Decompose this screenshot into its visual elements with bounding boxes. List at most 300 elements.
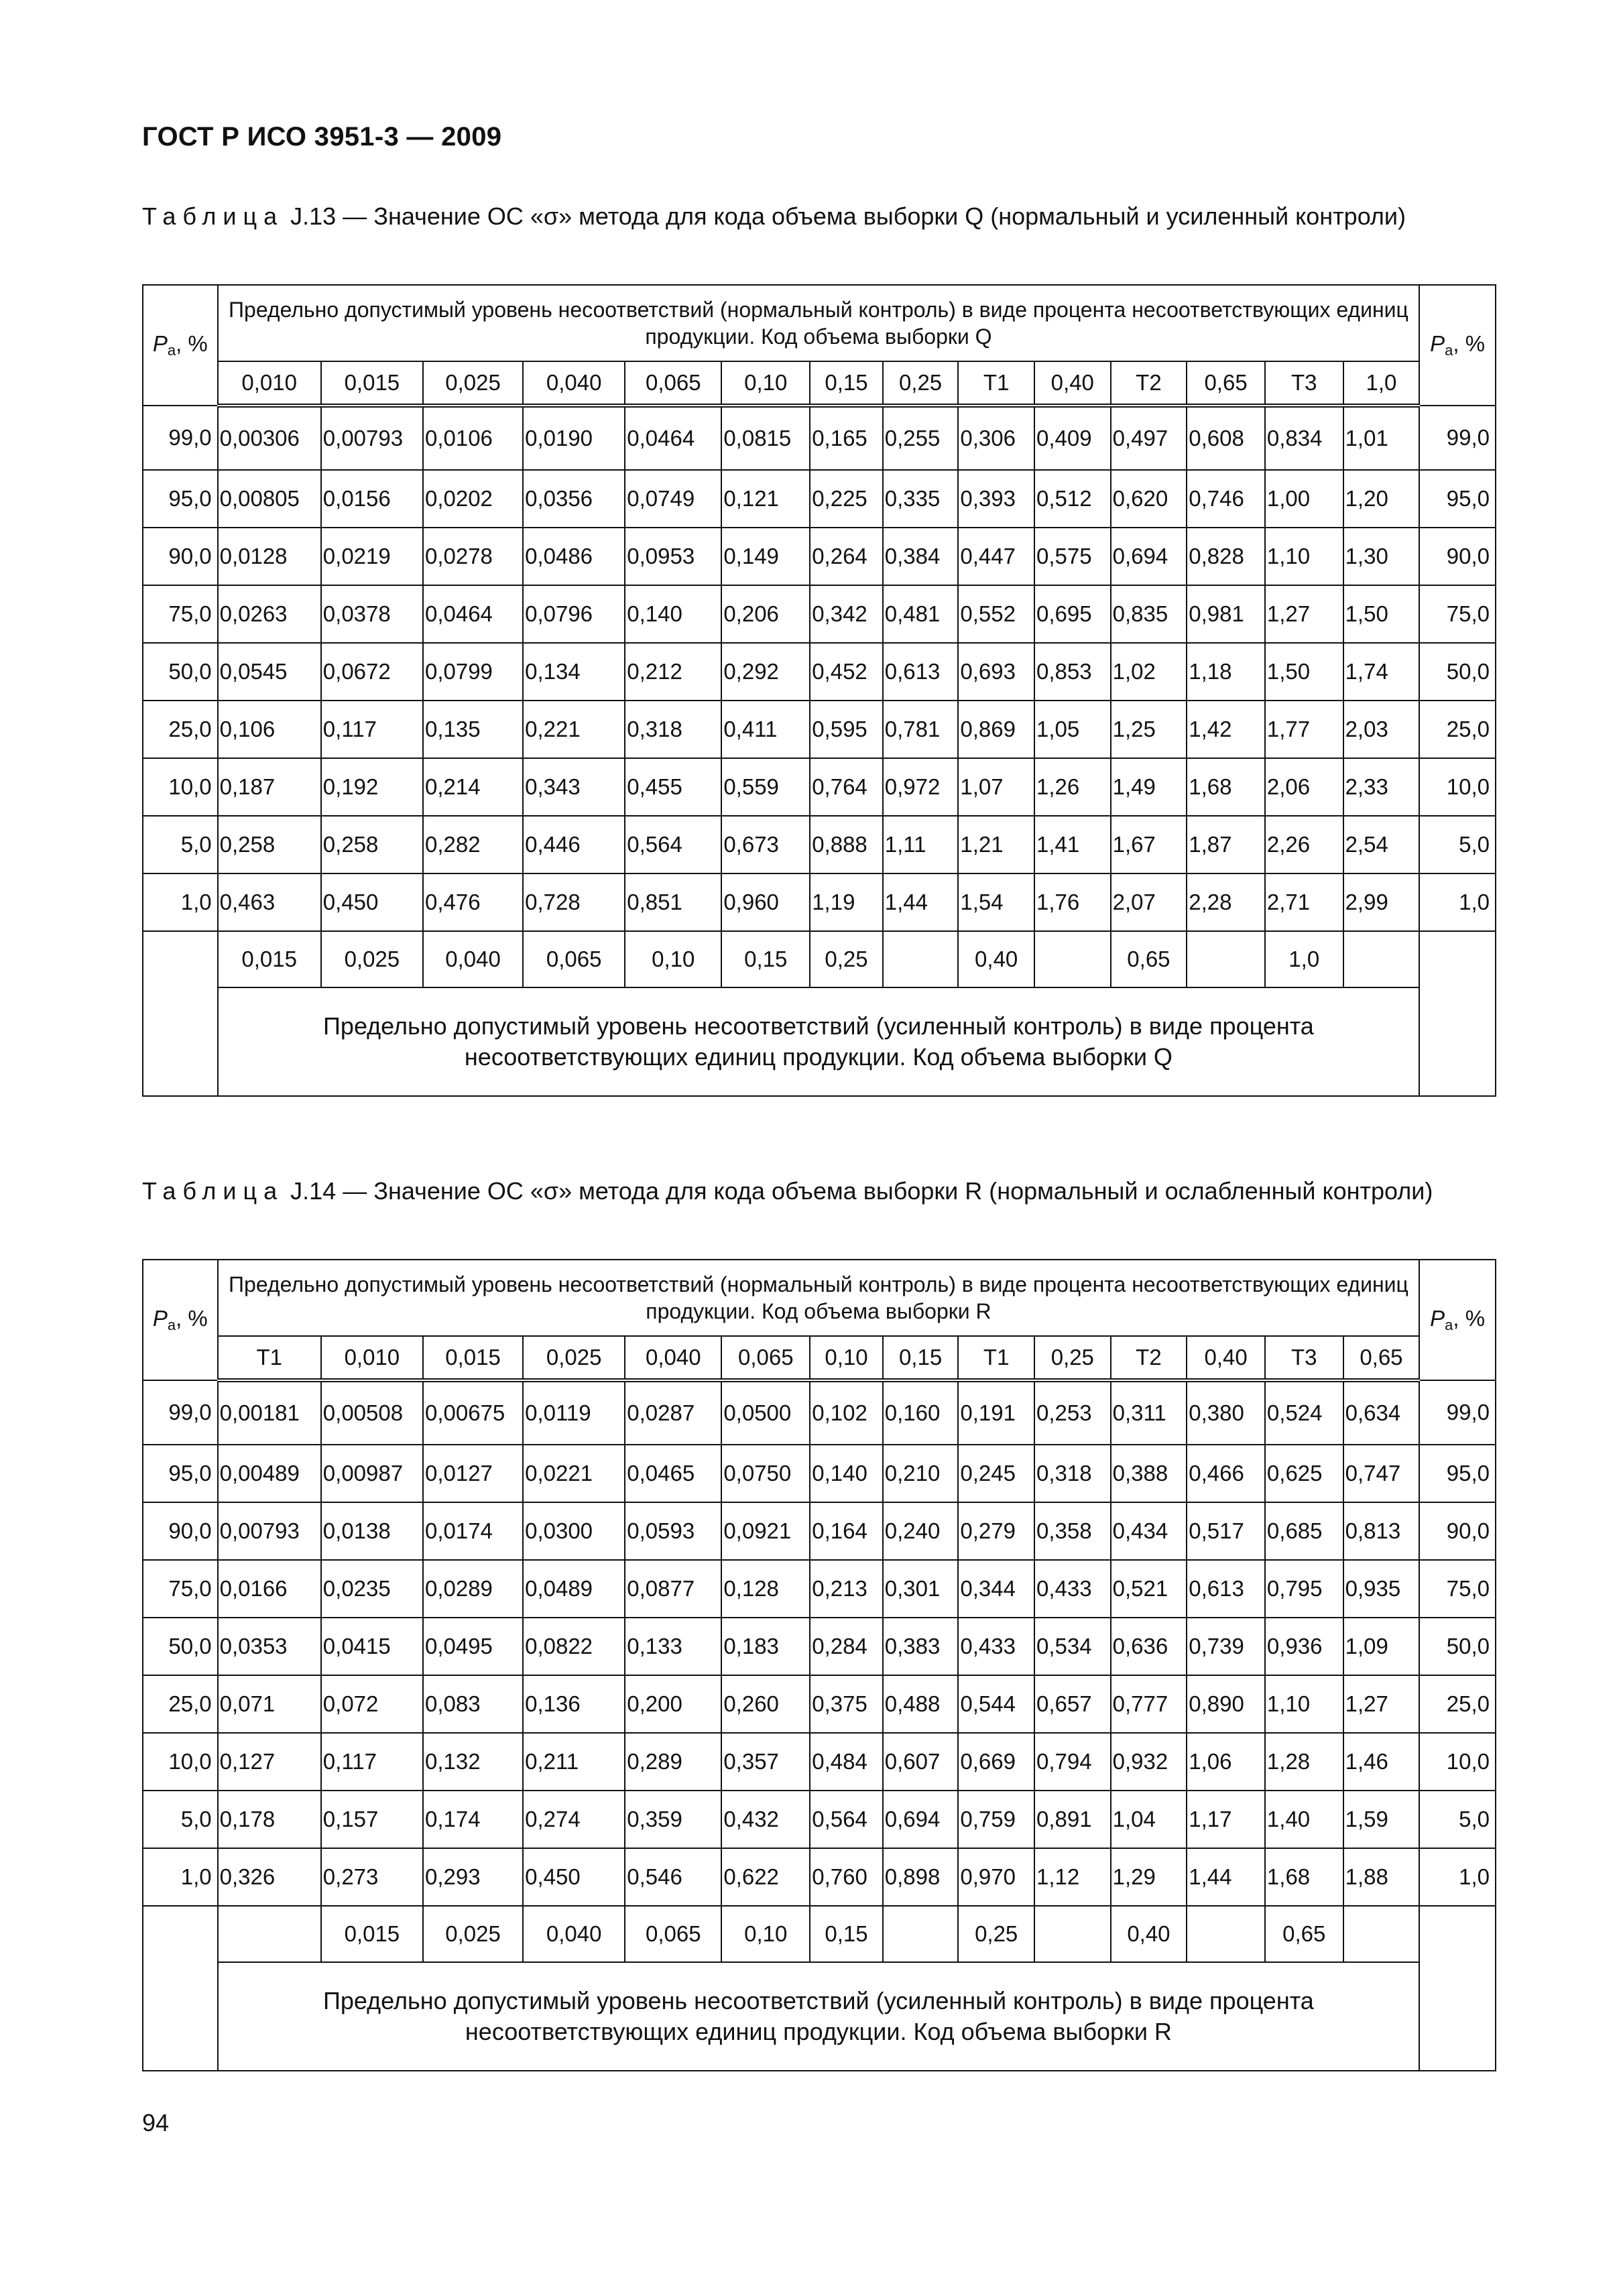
value-cell: 1,77 bbox=[1265, 701, 1343, 758]
value-cell: 1,46 bbox=[1343, 1733, 1420, 1791]
value-cell: 0,164 bbox=[810, 1502, 883, 1560]
value-cell: 2,06 bbox=[1265, 758, 1343, 816]
pa-cell: 10,0 bbox=[1419, 1733, 1496, 1791]
value-cell: 0,0921 bbox=[721, 1502, 810, 1560]
pa-cell: 99,0 bbox=[1419, 406, 1496, 470]
value-cell: 0,0174 bbox=[423, 1502, 523, 1560]
value-cell: 0,595 bbox=[810, 701, 883, 758]
value-cell: 0,0356 bbox=[523, 470, 625, 528]
aql-code-cell: 0,25 bbox=[883, 361, 959, 406]
value-cell: 1,30 bbox=[1343, 528, 1420, 585]
value-cell: 1,12 bbox=[1034, 1848, 1111, 1906]
value-cell: 0,433 bbox=[1034, 1560, 1111, 1618]
value-cell: 0,546 bbox=[625, 1848, 721, 1906]
aql-code-cell: 0,040 bbox=[523, 361, 625, 406]
aql-code-cell: 0,015 bbox=[321, 361, 423, 406]
value-cell: 0,564 bbox=[625, 816, 721, 873]
pa-cell: 10,0 bbox=[143, 758, 218, 816]
pa-cell: 90,0 bbox=[143, 1502, 218, 1560]
pa-cell: 1,0 bbox=[143, 1848, 218, 1906]
tightened-code-cell: 0,15 bbox=[721, 931, 810, 987]
value-cell: 0,121 bbox=[721, 470, 810, 528]
value-cell: 0,264 bbox=[810, 528, 883, 585]
value-cell: 0,620 bbox=[1111, 470, 1187, 528]
value-cell: 0,211 bbox=[523, 1733, 625, 1791]
value-cell: 0,794 bbox=[1034, 1733, 1111, 1791]
pa-cell: 90,0 bbox=[143, 528, 218, 585]
aql-code-cell: T2 bbox=[1111, 361, 1187, 406]
value-cell: 0,625 bbox=[1265, 1445, 1343, 1502]
value-cell: 0,318 bbox=[625, 701, 721, 758]
value-cell: 0,214 bbox=[423, 758, 523, 816]
aql-code-cell: T1 bbox=[218, 1336, 321, 1380]
value-cell: 2,54 bbox=[1343, 816, 1420, 873]
value-cell: 2,26 bbox=[1265, 816, 1343, 873]
pa-cell: 75,0 bbox=[1419, 1560, 1496, 1618]
pa-cell: 1,0 bbox=[1419, 873, 1496, 931]
value-cell: 0,083 bbox=[423, 1675, 523, 1733]
value-cell: 0,178 bbox=[218, 1791, 321, 1848]
value-cell: 0,0796 bbox=[523, 585, 625, 643]
value-cell: 0,760 bbox=[810, 1848, 883, 1906]
tightened-code-cell: 0,40 bbox=[1111, 1906, 1187, 1962]
value-cell: 1,50 bbox=[1343, 585, 1420, 643]
value-cell: 0,450 bbox=[321, 873, 423, 931]
pa-cell: 75,0 bbox=[143, 585, 218, 643]
value-cell: 0,0127 bbox=[423, 1445, 523, 1502]
value-cell: 0,851 bbox=[625, 873, 721, 931]
tightened-code-cell bbox=[218, 1906, 321, 1962]
value-cell: 0,279 bbox=[958, 1502, 1034, 1560]
value-cell: 0,140 bbox=[810, 1445, 883, 1502]
value-cell: 0,00181 bbox=[218, 1380, 321, 1445]
caption-word: Таблица bbox=[142, 202, 284, 230]
aql-code-cell: 0,15 bbox=[810, 361, 883, 406]
value-cell: 0,160 bbox=[883, 1380, 959, 1445]
value-cell: 0,258 bbox=[321, 816, 423, 873]
value-cell: 0,102 bbox=[810, 1380, 883, 1445]
value-cell: 1,27 bbox=[1343, 1675, 1420, 1733]
value-cell: 0,0263 bbox=[218, 585, 321, 643]
value-cell: 0,608 bbox=[1187, 406, 1265, 470]
table-row bbox=[143, 406, 1496, 470]
value-cell: 0,149 bbox=[721, 528, 810, 585]
pa-cell: 75,0 bbox=[1419, 585, 1496, 643]
value-cell: 0,834 bbox=[1265, 406, 1343, 470]
value-cell: 0,534 bbox=[1034, 1618, 1111, 1675]
value-cell: 1,19 bbox=[810, 873, 883, 931]
tightened-codes-row bbox=[143, 1906, 1496, 1962]
pa-column-header bbox=[143, 1260, 218, 1380]
tightened-inspection-footer: Предельно допустимый уровень несоответствий (усиленный контроль) в виде процента несоответствующих единиц продукции. Код объема выборки Q bbox=[218, 987, 1420, 1096]
pa-cell: 90,0 bbox=[1419, 1502, 1496, 1560]
table-row bbox=[143, 1618, 1496, 1675]
value-cell: 0,488 bbox=[883, 1675, 959, 1733]
value-cell: 0,685 bbox=[1265, 1502, 1343, 1560]
pa-subscript: a bbox=[167, 1317, 176, 1333]
aql-code-cell: 0,65 bbox=[1187, 361, 1265, 406]
tightened-code-cell: 0,10 bbox=[721, 1906, 810, 1962]
value-cell: 0,564 bbox=[810, 1791, 883, 1848]
value-cell: 1,04 bbox=[1111, 1791, 1187, 1848]
value-cell: 0,380 bbox=[1187, 1380, 1265, 1445]
table-row bbox=[143, 701, 1496, 758]
table-row bbox=[143, 1445, 1496, 1502]
normal-inspection-header: Предельно допустимый уровень несоответствий (нормальный контроль) в виде процента несоответствующих единиц продукции. Код объема выборки R bbox=[218, 1260, 1420, 1336]
value-cell: 0,071 bbox=[218, 1675, 321, 1733]
value-cell: 0,795 bbox=[1265, 1560, 1343, 1618]
value-cell: 0,0378 bbox=[321, 585, 423, 643]
pa-cell: 25,0 bbox=[1419, 1675, 1496, 1733]
value-cell: 0,0415 bbox=[321, 1618, 423, 1675]
value-cell: 0,613 bbox=[1187, 1560, 1265, 1618]
value-cell: 0,388 bbox=[1111, 1445, 1187, 1502]
value-cell: 1,59 bbox=[1343, 1791, 1420, 1848]
value-cell: 0,0138 bbox=[321, 1502, 423, 1560]
value-cell: 0,0464 bbox=[423, 585, 523, 643]
aql-code-cell: 0,025 bbox=[523, 1336, 625, 1380]
value-cell: 1,76 bbox=[1034, 873, 1111, 931]
pa-cell: 25,0 bbox=[1419, 701, 1496, 758]
value-cell: 0,00793 bbox=[321, 406, 423, 470]
pa-symbol: P bbox=[152, 331, 168, 356]
value-cell: 0,0287 bbox=[625, 1380, 721, 1445]
value-cell: 1,49 bbox=[1111, 758, 1187, 816]
value-cell: 0,393 bbox=[958, 470, 1034, 528]
value-cell: 0,357 bbox=[721, 1733, 810, 1791]
pa-cell: 1,0 bbox=[1419, 1848, 1496, 1906]
pa-cell: 95,0 bbox=[1419, 1445, 1496, 1502]
value-cell: 0,0500 bbox=[721, 1380, 810, 1445]
pa-cell: 99,0 bbox=[1419, 1380, 1496, 1445]
value-cell: 0,695 bbox=[1034, 585, 1111, 643]
value-cell: 0,890 bbox=[1187, 1675, 1265, 1733]
value-cell: 1,29 bbox=[1111, 1848, 1187, 1906]
value-cell: 0,575 bbox=[1034, 528, 1111, 585]
pa-column-header bbox=[143, 285, 218, 406]
value-cell: 0,375 bbox=[810, 1675, 883, 1733]
tightened-code-cell: 0,10 bbox=[625, 931, 721, 987]
aql-code-cell: T1 bbox=[958, 1336, 1034, 1380]
value-cell: 0,289 bbox=[625, 1733, 721, 1791]
aql-code-cell: 0,40 bbox=[1187, 1336, 1265, 1380]
value-cell: 0,898 bbox=[883, 1848, 959, 1906]
footer-row bbox=[143, 987, 1496, 1096]
value-cell: 0,781 bbox=[883, 701, 959, 758]
value-cell: 1,07 bbox=[958, 758, 1034, 816]
value-cell: 0,106 bbox=[218, 701, 321, 758]
blank-cell bbox=[1419, 1906, 1496, 2071]
value-cell: 0,245 bbox=[958, 1445, 1034, 1502]
value-cell: 0,0278 bbox=[423, 528, 523, 585]
value-cell: 0,0235 bbox=[321, 1560, 423, 1618]
value-cell: 0,0289 bbox=[423, 1560, 523, 1618]
value-cell: 1,50 bbox=[1265, 643, 1343, 701]
tightened-code-cell: 0,40 bbox=[958, 931, 1034, 987]
pa-symbol: P bbox=[1430, 1306, 1445, 1331]
value-cell: 0,134 bbox=[523, 643, 625, 701]
value-cell: 0,384 bbox=[883, 528, 959, 585]
tightened-code-cell: 0,25 bbox=[958, 1906, 1034, 1962]
pa-cell: 50,0 bbox=[1419, 643, 1496, 701]
tightened-code-cell bbox=[1034, 1906, 1111, 1962]
value-cell: 0,0190 bbox=[523, 406, 625, 470]
value-cell: 0,693 bbox=[958, 643, 1034, 701]
value-cell: 0,476 bbox=[423, 873, 523, 931]
value-cell: 0,258 bbox=[218, 816, 321, 873]
value-cell: 0,484 bbox=[810, 1733, 883, 1791]
pa-cell: 10,0 bbox=[143, 1733, 218, 1791]
value-cell: 0,157 bbox=[321, 1791, 423, 1848]
table-caption bbox=[142, 201, 1496, 232]
value-cell: 0,225 bbox=[810, 470, 883, 528]
value-cell: 0,183 bbox=[721, 1618, 810, 1675]
footer-row bbox=[143, 1962, 1496, 2071]
value-cell: 0,253 bbox=[1034, 1380, 1111, 1445]
value-cell: 0,694 bbox=[1111, 528, 1187, 585]
value-cell: 1,10 bbox=[1265, 528, 1343, 585]
value-cell: 2,71 bbox=[1265, 873, 1343, 931]
value-cell: 1,42 bbox=[1187, 701, 1265, 758]
table-row bbox=[143, 643, 1496, 701]
value-cell: 0,409 bbox=[1034, 406, 1111, 470]
value-cell: 0,0750 bbox=[721, 1445, 810, 1502]
blank-cell bbox=[1419, 931, 1496, 1096]
value-cell: 0,072 bbox=[321, 1675, 423, 1733]
value-cell: 0,0545 bbox=[218, 643, 321, 701]
tightened-code-cell bbox=[883, 1906, 959, 1962]
table-row bbox=[143, 1791, 1496, 1848]
pa-cell: 5,0 bbox=[1419, 816, 1496, 873]
tightened-code-cell: 1,0 bbox=[1265, 931, 1343, 987]
pa-cell: 50,0 bbox=[143, 1618, 218, 1675]
tightened-code-cell: 0,040 bbox=[423, 931, 523, 987]
value-cell: 0,212 bbox=[625, 643, 721, 701]
pa-cell: 95,0 bbox=[143, 470, 218, 528]
value-cell: 0,0119 bbox=[523, 1380, 625, 1445]
aql-code-cell: 0,40 bbox=[1034, 361, 1111, 406]
value-cell: 0,728 bbox=[523, 873, 625, 931]
value-cell: 1,25 bbox=[1111, 701, 1187, 758]
value-cell: 0,165 bbox=[810, 406, 883, 470]
value-cell: 0,127 bbox=[218, 1733, 321, 1791]
page-number: 94 bbox=[142, 2109, 170, 2136]
value-cell: 0,335 bbox=[883, 470, 959, 528]
value-cell: 0,0219 bbox=[321, 528, 423, 585]
value-cell: 0,240 bbox=[883, 1502, 959, 1560]
value-cell: 0,273 bbox=[321, 1848, 423, 1906]
value-cell: 0,117 bbox=[321, 1733, 423, 1791]
value-cell: 0,828 bbox=[1187, 528, 1265, 585]
value-cell: 0,932 bbox=[1111, 1733, 1187, 1791]
value-cell: 1,11 bbox=[883, 816, 959, 873]
value-cell: 0,282 bbox=[423, 816, 523, 873]
value-cell: 0,0221 bbox=[523, 1445, 625, 1502]
value-cell: 0,301 bbox=[883, 1560, 959, 1618]
aql-code-cell: 0,010 bbox=[218, 361, 321, 406]
aql-code-cell: 0,025 bbox=[423, 361, 523, 406]
tightened-code-cell: 0,65 bbox=[1111, 931, 1187, 987]
value-cell: 1,68 bbox=[1265, 1848, 1343, 1906]
data-table bbox=[142, 1259, 1496, 2071]
value-cell: 2,07 bbox=[1111, 873, 1187, 931]
tightened-code-cell: 0,15 bbox=[810, 1906, 883, 1962]
pa-symbol: P bbox=[152, 1306, 168, 1331]
caption-text: J.13 — Значение ОС «σ» метода для кода объема выборки Q (нормальный и усиленный контроли) bbox=[284, 202, 1406, 230]
value-cell: 0,00306 bbox=[218, 406, 321, 470]
value-cell: 0,00793 bbox=[218, 1502, 321, 1560]
value-cell: 0,206 bbox=[721, 585, 810, 643]
value-cell: 0,200 bbox=[625, 1675, 721, 1733]
value-cell: 0,813 bbox=[1343, 1502, 1420, 1560]
pa-cell: 5,0 bbox=[143, 816, 218, 873]
value-cell: 0,311 bbox=[1111, 1380, 1187, 1445]
aql-code-cell: 0,065 bbox=[625, 361, 721, 406]
value-cell: 0,213 bbox=[810, 1560, 883, 1618]
pa-cell: 5,0 bbox=[143, 1791, 218, 1848]
table-row bbox=[143, 873, 1496, 931]
value-cell: 0,0495 bbox=[423, 1618, 523, 1675]
header-row bbox=[143, 1260, 1496, 1336]
value-cell: 0,434 bbox=[1111, 1502, 1187, 1560]
tightened-code-cell: 0,065 bbox=[523, 931, 625, 987]
aql-code-cell: 0,65 bbox=[1343, 1336, 1420, 1380]
aql-code-cell: 0,065 bbox=[721, 1336, 810, 1380]
aql-code-cell: 0,010 bbox=[321, 1336, 423, 1380]
value-cell: 1,00 bbox=[1265, 470, 1343, 528]
value-cell: 0,0593 bbox=[625, 1502, 721, 1560]
value-cell: 1,54 bbox=[958, 873, 1034, 931]
value-cell: 1,05 bbox=[1034, 701, 1111, 758]
tightened-codes-row bbox=[143, 931, 1496, 987]
value-cell: 0,00675 bbox=[423, 1380, 523, 1445]
value-cell: 0,524 bbox=[1265, 1380, 1343, 1445]
pa-cell: 99,0 bbox=[143, 406, 218, 470]
tightened-code-cell bbox=[883, 931, 959, 987]
normal-inspection-header: Предельно допустимый уровень несоответствий (нормальный контроль) в виде процента несоответствующих единиц продукции. Код объема выборки Q bbox=[218, 285, 1420, 361]
value-cell: 1,44 bbox=[1187, 1848, 1265, 1906]
value-cell: 0,0464 bbox=[625, 406, 721, 470]
value-cell: 1,44 bbox=[883, 873, 959, 931]
value-cell: 0,0799 bbox=[423, 643, 523, 701]
pa-cell: 50,0 bbox=[1419, 1618, 1496, 1675]
aql-code-cell: T2 bbox=[1111, 1336, 1187, 1380]
value-cell: 2,33 bbox=[1343, 758, 1420, 816]
value-cell: 0,517 bbox=[1187, 1502, 1265, 1560]
value-cell: 0,972 bbox=[883, 758, 959, 816]
value-cell: 1,41 bbox=[1034, 816, 1111, 873]
value-cell: 1,06 bbox=[1187, 1733, 1265, 1791]
value-cell: 0,463 bbox=[218, 873, 321, 931]
value-cell: 0,521 bbox=[1111, 1560, 1187, 1618]
value-cell: 0,128 bbox=[721, 1560, 810, 1618]
value-cell: 1,17 bbox=[1187, 1791, 1265, 1848]
value-cell: 0,0353 bbox=[218, 1618, 321, 1675]
value-cell: 1,87 bbox=[1187, 816, 1265, 873]
tightened-code-cell bbox=[1187, 931, 1265, 987]
aql-code-cell: T1 bbox=[958, 361, 1034, 406]
value-cell: 0,669 bbox=[958, 1733, 1034, 1791]
value-cell: 1,21 bbox=[958, 816, 1034, 873]
value-cell: 0,433 bbox=[958, 1618, 1034, 1675]
pa-cell: 25,0 bbox=[143, 1675, 218, 1733]
value-cell: 0,607 bbox=[883, 1733, 959, 1791]
value-cell: 0,117 bbox=[321, 701, 423, 758]
table-row bbox=[143, 1675, 1496, 1733]
value-cell: 0,835 bbox=[1111, 585, 1187, 643]
value-cell: 0,0877 bbox=[625, 1560, 721, 1618]
value-cell: 1,68 bbox=[1187, 758, 1265, 816]
pa-cell: 5,0 bbox=[1419, 1791, 1496, 1848]
value-cell: 1,18 bbox=[1187, 643, 1265, 701]
pa-cell: 75,0 bbox=[143, 1560, 218, 1618]
aql-codes-row bbox=[143, 1336, 1496, 1380]
value-cell: 0,432 bbox=[721, 1791, 810, 1848]
value-cell: 0,359 bbox=[625, 1791, 721, 1848]
pa-cell: 90,0 bbox=[1419, 528, 1496, 585]
caption-text: J.14 — Значение ОС «σ» метода для кода объема выборки R (нормальный и ослабленный контроли) bbox=[284, 1177, 1433, 1205]
tightened-code-cell: 0,025 bbox=[423, 1906, 523, 1962]
value-cell: 0,466 bbox=[1187, 1445, 1265, 1502]
tightened-code-cell: 0,040 bbox=[523, 1906, 625, 1962]
value-cell: 0,0465 bbox=[625, 1445, 721, 1502]
value-cell: 0,746 bbox=[1187, 470, 1265, 528]
aql-codes-row bbox=[143, 361, 1496, 406]
value-cell: 0,0486 bbox=[523, 528, 625, 585]
table-row bbox=[143, 1848, 1496, 1906]
value-cell: 0,450 bbox=[523, 1848, 625, 1906]
pa-unit: , % bbox=[176, 1306, 208, 1331]
value-cell: 0,657 bbox=[1034, 1675, 1111, 1733]
value-cell: 0,00987 bbox=[321, 1445, 423, 1502]
tightened-code-cell: 0,015 bbox=[321, 1906, 423, 1962]
table-row bbox=[143, 470, 1496, 528]
value-cell: 0,481 bbox=[883, 585, 959, 643]
value-cell: 0,0815 bbox=[721, 406, 810, 470]
value-cell: 0,0166 bbox=[218, 1560, 321, 1618]
tightened-code-cell: 0,65 bbox=[1265, 1906, 1343, 1962]
pa-column-header bbox=[1419, 1260, 1496, 1380]
value-cell: 1,27 bbox=[1265, 585, 1343, 643]
aql-code-cell: 0,10 bbox=[721, 361, 810, 406]
table-row bbox=[143, 1502, 1496, 1560]
value-cell: 1,74 bbox=[1343, 643, 1420, 701]
value-cell: 0,739 bbox=[1187, 1618, 1265, 1675]
value-cell: 0,613 bbox=[883, 643, 959, 701]
value-cell: 0,559 bbox=[721, 758, 810, 816]
value-cell: 0,00489 bbox=[218, 1445, 321, 1502]
value-cell: 0,0489 bbox=[523, 1560, 625, 1618]
value-cell: 0,935 bbox=[1343, 1560, 1420, 1618]
value-cell: 0,260 bbox=[721, 1675, 810, 1733]
aql-code-cell: 0,015 bbox=[423, 1336, 523, 1380]
pa-subscript: a bbox=[167, 342, 176, 359]
value-cell: 0,869 bbox=[958, 701, 1034, 758]
value-cell: 0,888 bbox=[810, 816, 883, 873]
pa-cell: 95,0 bbox=[1419, 470, 1496, 528]
value-cell: 0,326 bbox=[218, 1848, 321, 1906]
value-cell: 0,132 bbox=[423, 1733, 523, 1791]
data-table bbox=[142, 284, 1496, 1097]
table-row bbox=[143, 1733, 1496, 1791]
table-row bbox=[143, 528, 1496, 585]
pa-cell: 99,0 bbox=[143, 1380, 218, 1445]
value-cell: 0,981 bbox=[1187, 585, 1265, 643]
value-cell: 0,136 bbox=[523, 1675, 625, 1733]
value-cell: 0,00805 bbox=[218, 470, 321, 528]
tightened-code-cell: 0,25 bbox=[810, 931, 883, 987]
value-cell: 0,140 bbox=[625, 585, 721, 643]
